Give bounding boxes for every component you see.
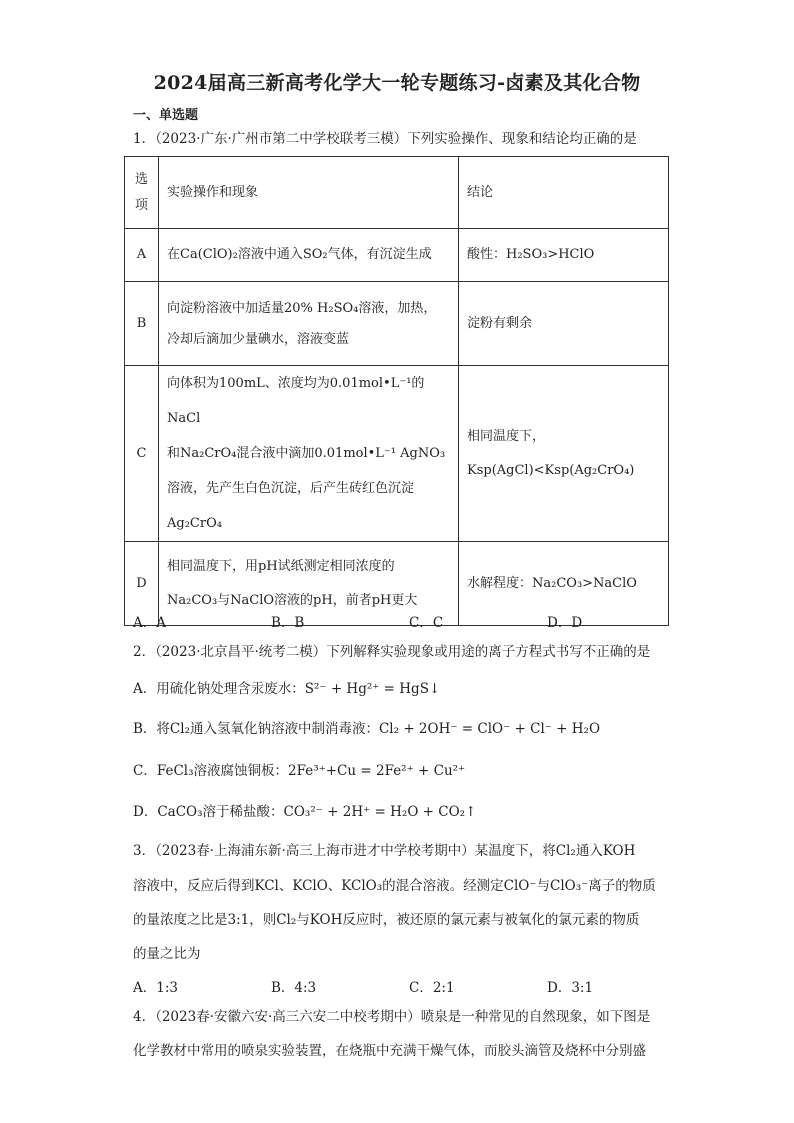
question-3-line: 溶液中，反应后得到KCl、KClO、KClO₃的混合溶液。经测定ClO⁻与ClO₃⁻离子的物质	[133, 878, 656, 894]
table-row	[125, 366, 669, 542]
row-conclusion: 淀粉有剩余	[459, 282, 669, 366]
row-option: B	[125, 282, 159, 366]
question-3-choices	[133, 976, 673, 996]
row-operation: 在Ca(ClO)₂溶液中通入SO₂气体，有沉淀生成	[159, 229, 459, 282]
question-2-stem: 2．（2023·北京昌平·统考二模）下列解释实验现象或用途的离子方程式书写不正确的是	[133, 644, 651, 660]
header-option: 选项	[125, 157, 159, 229]
question-2-option-d[interactable]: D．CaCO₃溶于稀盐酸：CO₃²⁻ + 2H⁺ = H₂O + CO₂↑	[133, 804, 477, 820]
row-operation: 向淀粉溶液中加适量20% H₂SO₄溶液，加热， 冷却后滴加少量碘水，溶液变蓝	[159, 282, 459, 366]
header-operation: 实验操作和现象	[159, 157, 459, 229]
question-3-line: 3．（2023春·上海浦东新·高三上海市进才中学校考期中）某温度下，将Cl₂通入KOH	[133, 843, 636, 859]
row-conclusion: 酸性：H₂SO₃>HClO	[459, 229, 669, 282]
question-1-choices	[133, 611, 673, 631]
question-4-line: 化学教材中常用的喷泉实验装置，在烧瓶中充满干燥气体，而胶头滴管及烧杯中分别盛	[133, 1043, 646, 1059]
page-title: 2024届高三新高考化学大一轮专题练习-卤素及其化合物	[153, 72, 641, 94]
choice-b[interactable]: B．4:3	[271, 980, 317, 996]
row-conclusion: 相同温度下， Ksp(AgCl)<Ksp(Ag₂CrO₄)	[459, 366, 669, 542]
choice-d[interactable]: D．D	[547, 615, 583, 631]
row-option: D	[125, 542, 159, 626]
question-1-stem: 1．（2023·广东·广州市第二中学校联考三模）下列实验操作、现象和结论均正确的是	[133, 131, 637, 147]
row-conclusion: 水解程度：Na₂CO₃>NaClO	[459, 542, 669, 626]
row-option: A	[125, 229, 159, 282]
table-header-row	[125, 157, 669, 229]
table-row	[125, 229, 669, 282]
choice-a[interactable]: A．1:3	[133, 980, 178, 996]
choice-d[interactable]: D．3:1	[547, 980, 594, 996]
choice-c[interactable]: C．C	[409, 615, 444, 631]
row-option: C	[125, 366, 159, 542]
section-heading: 一、单选题	[133, 108, 199, 123]
choice-a[interactable]: A．A	[133, 615, 166, 631]
row-operation: 相同温度下，用pH试纸测定相同浓度的 Na₂CO₃与NaClO溶液的pH，前者pH更大	[159, 542, 459, 626]
question-2-option-c[interactable]: C．FeCl₃溶液腐蚀铜板：2Fe³⁺+Cu = 2Fe²⁺ + Cu²⁺	[133, 763, 466, 779]
table-row	[125, 282, 669, 366]
question-2-option-b[interactable]: B．将Cl₂通入氢氧化钠溶液中制消毒液：Cl₂ + 2OH⁻ = ClO⁻ + Cl⁻ + H₂O	[133, 721, 601, 737]
question-3-line: 的量之比为	[133, 946, 201, 962]
question-4-line: 4．（2023春·安徽六安·高三六安二中校考期中）喷泉是一种常见的自然现象，如下图是	[133, 1009, 651, 1025]
question-3-line: 的量浓度之比是3:1，则Cl₂与KOH反应时，被还原的氯元素与被氧化的氯元素的物质	[133, 912, 640, 928]
header-conclusion: 结论	[459, 157, 669, 229]
question-2-option-a[interactable]: A．用硫化钠处理含汞废水：S²⁻ + Hg²⁺ = HgS↓	[133, 681, 441, 697]
choice-b[interactable]: B．B	[271, 615, 305, 631]
question-1-table	[124, 156, 669, 626]
row-operation: 向体积为100mL、浓度均为0.01mol•L⁻¹的NaCl 和Na₂CrO₄混合液中滴加0.01mol•L⁻¹ AgNO₃ 溶液，先产生白色沉淀，后产生砖红色沉淀 Ag₂CrO₄	[159, 366, 459, 542]
choice-c[interactable]: C．2:1	[409, 980, 455, 996]
